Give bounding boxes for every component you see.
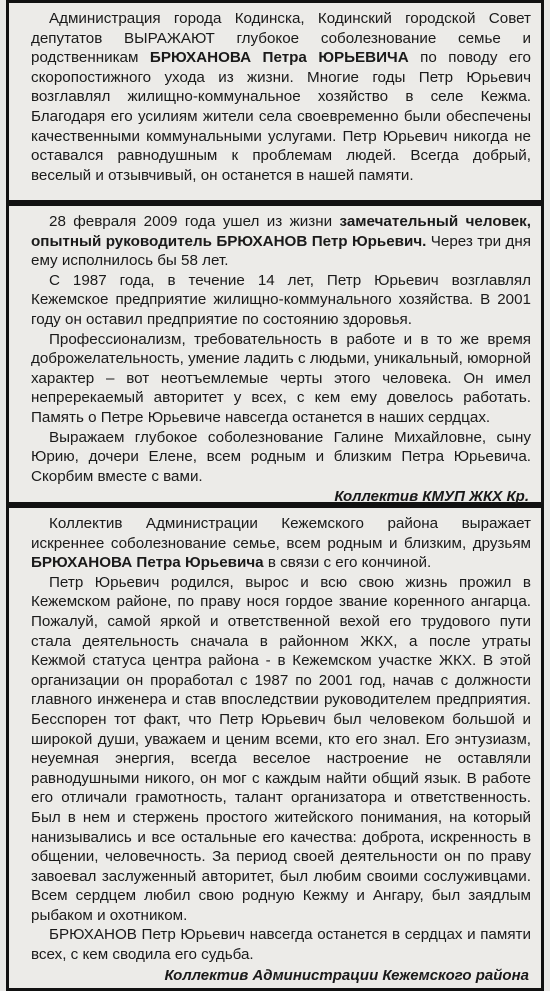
notice-paragraph	[31, 514, 531, 573]
text-span: 28 февраля 2009 года ушел из жизни	[49, 213, 340, 230]
deceased-name: замечательный человек, опытный руководитель БРЮХАНОВ Петр Юрьевич.	[31, 213, 532, 250]
text-span: Администрация города Кодинска, Кодинский городской Совет депутатов ВЫРАЖАЮТ глубокое соболезнование семье и родственникам	[31, 10, 531, 67]
notice-paragraph: Профессионализм, требовательность в работе и в то же время доброжелательность, умение ладить с людьми, уникальный, юморной характер – вот неотъемлемые черты этого человека. Он имел непререкаемый авторитет у всех, с кем ему довелось работать. Память о Петре Юрьевиче навсегда останется в наших сердцах.	[31, 330, 531, 426]
deceased-name: БРЮХАНОВА Петра Юрьевича	[31, 554, 264, 572]
notice-paragraph: БРЮХАНОВ Петр Юрьевич навсегда останется в сердцах и памяти всех, с кем сводила его судьба.	[31, 926, 531, 964]
deceased-name: БРЮХАНОВА Петра ЮРЬЕВИЧА	[149, 49, 409, 67]
notice-signature: Коллектив Администрации Кежемского района	[164, 966, 529, 984]
notice-paragraph: С 1987 года, в течение 14 лет, Петр Юрьевич возглавлял Кежемское предприятие жилищно-коммунального хозяйства. В 2001 году он оставил предприятие по состоянию здоровья.	[31, 271, 531, 328]
notice-paragraph	[31, 212, 531, 271]
obituary-notice-kmup-zhkh	[6, 203, 544, 505]
notice-paragraph: Петр Юрьевич родился, вырос и всю свою жизнь прожил в Кежемском районе, по праву нося гордое звание коренного ангарца. Пожалуй, самой яркой и ответственной вехой его трудового пути стала деятельность сначала в районном ЖКХ, а после утраты Кежмой статуса центра района - в Кежемском участке ЖКХ. В этой организации он проработал с 1987 по 2001 год, начав с должности главного инженера и став впоследствии руководителем предприятия. Бесспорен тот факт, что Петр Юрьевич был человеком большой и широкой души, уважаем и ценим всеми, кто его знал. Его энтузиазм, неуемная энергия, всегда веселое настроение не оставляли равнодушными никого, он мог с каждым найти общий язык. В работе его отличали грамотность, талант организатора и ответственность. Был в нем и стержень простого житейского понимания, на который нанизывались и все остальные его качества: доброта, искренность в общении, человечность. За период своей деятельности он по праву завоевал заслуженный авторитет, был любим своими сослуживцами. Всем сердцем любил свою родную Кежму и Ангару, был заядлым рыбаком и охотником.	[31, 573, 531, 924]
text-span: Через три дня ему исполнилось бы 58 лет.	[31, 232, 531, 270]
notice-paragraph	[31, 9, 531, 185]
obituary-notice-city-administration	[6, 0, 544, 203]
text-span: по поводу его скоропостижного ухода из жизни. Многие годы Петр Юрьевич возглавлял жилищно-коммунальное хозяйство в селе Кежма. Благодаря его усилиям жители села своевременно были обеспечены качественными коммунальными услугами. Петр Юрьевич никогда не оставался равнодушным к проблемам людей. Всегда добрый, веселый и отзывчивый, он останется в нашей памяти.	[31, 49, 531, 184]
notice-signature: Коллектив КМУП ЖКХ Кр.	[334, 488, 529, 506]
obituary-notice-district-administration	[6, 505, 544, 991]
text-span: в связи с его кончиной.	[263, 554, 432, 572]
notice-paragraph: Выражаем глубокое соболезнование Галине Михайловне, сыну Юрию, дочери Елене, всем родным и близким Петра Юрьевича. Скорбим вместе с вами.	[31, 428, 531, 485]
text-span: Коллектив Администрации Кежемского района выражает искреннее соболезнование семье, всем родным и близким, друзьям	[31, 515, 531, 552]
